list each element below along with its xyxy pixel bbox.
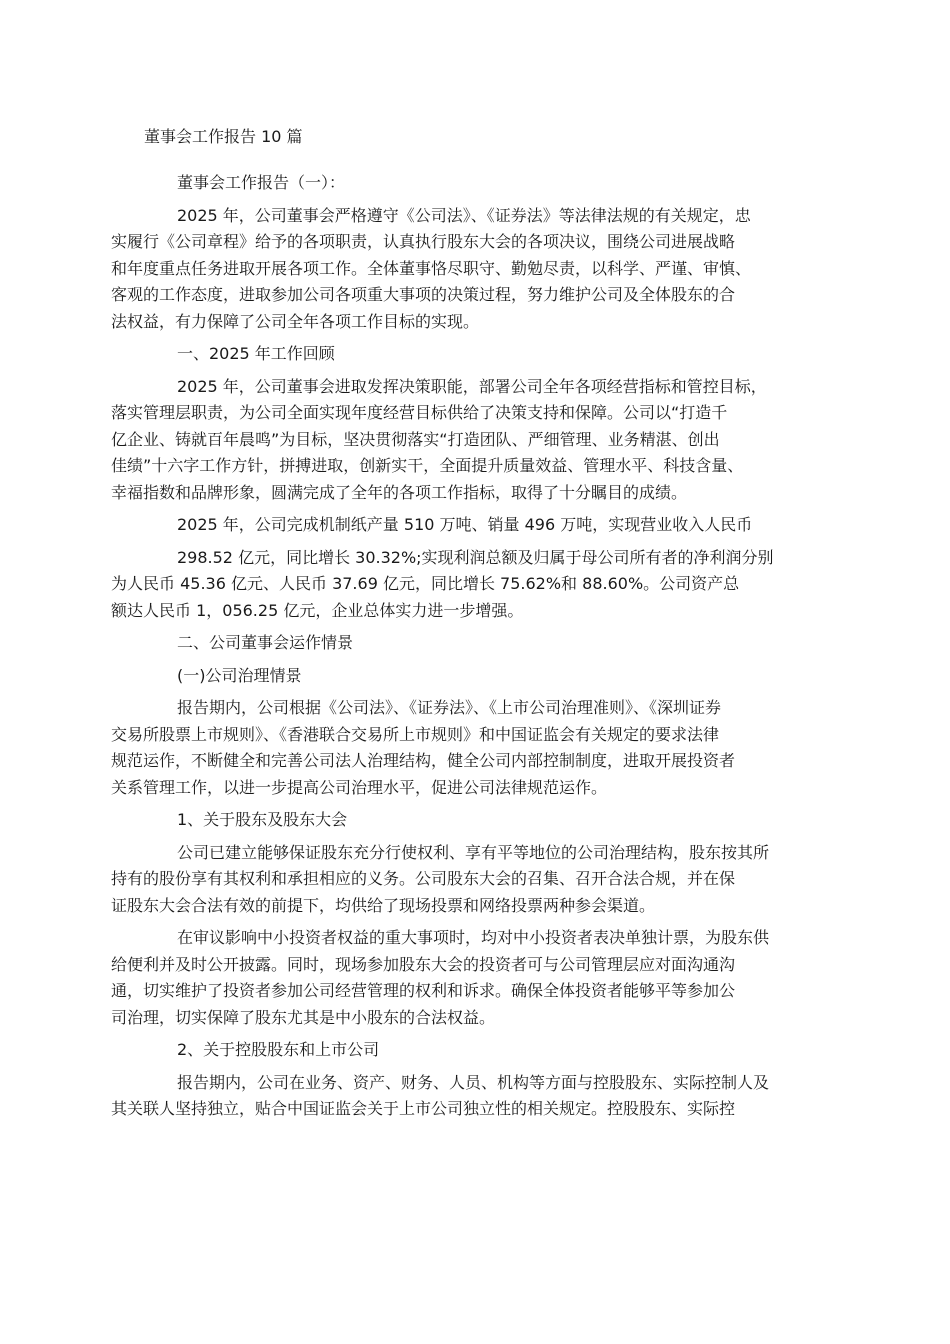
text-line: 通，切实维护了投资者参加公司经营管理的权利和诉求。确保全体投资者能够平等参加公 [111,981,736,1000]
text-line: 亿企业、铸就百年晨鸣”为目标，坚决贯彻落实“打造团队、严细管理、业务精湛、创出 [111,429,720,449]
text-line: 佳绩”十六字工作方针，拼搏进取，创新实干，全面提升质量效益、管理水平、科技含量、 [111,456,744,475]
text-line: 报告期内，公司在业务、资产、财务、人员、机构等方面与控股股东、实际控制人及 [177,1072,770,1092]
paragraph [111,695,806,801]
paragraph [144,512,806,539]
item-1-heading [144,807,806,834]
paragraph [111,925,806,1031]
subsection-2-1-heading [144,663,806,690]
text-line: 和年度重点任务进取开展各项工作。全体董事恪尽职守、勤勉尽责，以科学、严谨、审慎、 [111,258,752,278]
section-1-heading [144,341,806,368]
paragraph [111,840,806,920]
paragraph [111,374,806,507]
text-line: 2025 年，公司完成机制纸产量 510 万吨、销量 496 万吨，实现营业收入人民币 [177,515,753,534]
text-line: 证股东大会合法有效的前提下，均供给了现场投票和网络投票两种参会渠道。 [111,895,656,915]
document-body [111,170,806,1129]
text-line: 298.52 亿元，同比增长 30.32%;实现利润总额及归属于母公司所有者的净利润分别 [177,547,774,567]
text-line: 实履行《公司章程》给予的各项职责，认真执行股东大会的各项决议，围绕公司进展战略 [111,232,736,251]
text-line: 额达人民币 1，056.25 亿元，企业总体实力进一步增强。 [111,600,524,620]
text-line: 2、关于控股股东和上市公司 [177,1040,380,1059]
text-line: 公司已建立能够保证股东充分行使权利、享有平等地位的公司治理结构，股东按其所 [177,842,770,862]
text-line: 规范运作，不断健全和完善公司法人治理结构，健全公司内部控制制度，进取开展投资者 [111,751,736,770]
text-line: 法权益，有力保障了公司全年各项工作目标的实现。 [111,311,480,331]
text-line: 在审议影响中小投资者权益的重大事项时，均对中小投资者表决单独计票，为股东供 [177,928,770,947]
text-line: 二、公司董事会运作情景 [177,633,354,652]
text-line: 客观的工作态度，进取参加公司各项重大事项的决策过程，努力维护公司及全体股东的合 [111,285,736,304]
text-line: 关系管理工作，以进一步提高公司治理水平，促进公司法律规范运作。 [111,777,608,797]
item-2-heading [144,1037,806,1064]
text-line: 1、关于股东及股东大会 [177,810,348,829]
text-line: 司治理，切实保障了股东尤其是中小股东的合法权益。 [111,1007,496,1027]
text-line: 董事会工作报告（一）： [177,173,346,192]
paragraph [111,1070,806,1123]
text-line: 幸福指数和品牌形象，圆满完成了全年的各项工作指标，取得了十分瞩目的成绩。 [111,482,688,502]
text-line: 落实管理层职责，为公司全面实现年度经营目标供给了决策支持和保障。公司以“打造千 [111,403,728,422]
section-2-heading [144,630,806,657]
text-line: 2025 年，公司董事会严格遵守《公司法》、《证券法》等法律法规的有关规定，忠 [177,205,751,225]
text-line: 持有的股份享有其权利和承担相应的义务。公司股东大会的召集、召开合法合规，并在保 [111,869,736,888]
text-line: 2025 年，公司董事会进取发挥决策职能，部署公司全年各项经营指标和管控目标， [177,376,767,396]
text-line: 其关联人坚持独立，贴合中国证监会关于上市公司独立性的相关规定。控股股东、实际控 [111,1099,736,1118]
text-line: 为人民币 45.36 亿元、人民币 37.69 亿元，同比增长 75.62%和 88.60%。公司资产总 [111,574,740,593]
text-line: 交易所股票上市规则》、《香港联合交易所上市规则》和中国证监会有关规定的要求法律 [111,724,720,744]
document-title: 董事会工作报告 10 篇 [144,127,303,146]
text-line: 一、2025 年工作回顾 [177,344,335,363]
paragraph [111,545,806,625]
text-line: (一)公司治理情景 [177,665,302,685]
text-line: 给便利并及时公开披露。同时，现场参加股东大会的投资者可与公司管理层应对面沟通沟 [111,954,736,974]
paragraph [111,203,806,336]
subtitle-1-heading [144,170,806,197]
text-line: 报告期内，公司根据《公司法》、《证券法》、《上市公司治理准则》、《深圳证券 [177,698,722,717]
